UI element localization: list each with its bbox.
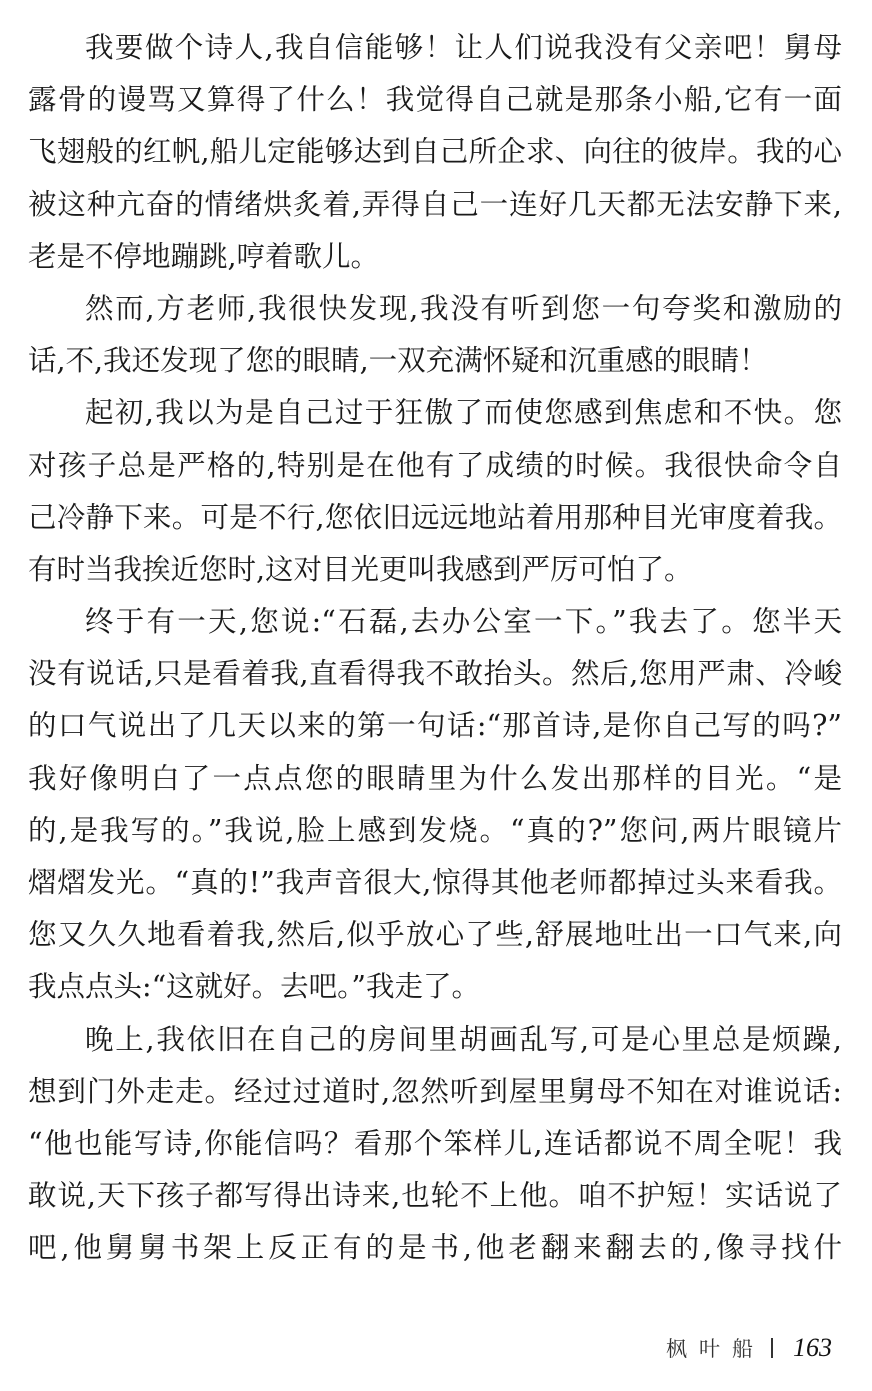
text-line: 没有说话,只是看着我,直看得我不敢抬头。然后,您用严肃、冷峻 xyxy=(28,657,842,691)
text-line: 露骨的谩骂又算得了什么！我觉得自己就是那条小船,它有一面 xyxy=(28,83,842,117)
text-line: 老是不停地蹦跳,哼着歌儿。 xyxy=(28,239,380,273)
text-line: 被这种亢奋的情绪烘炙着,弄得自己一连好几天都无法安静下来, xyxy=(28,187,842,221)
footer-divider xyxy=(771,1338,773,1358)
paragraph xyxy=(28,596,842,1014)
text-line: 的口气说出了几天以来的第一句话:“那首诗,是你自己写的吗?” xyxy=(28,709,842,743)
text-line: 然而,方老师,我很快发现,我没有听到您一句夸奖和激励的 xyxy=(85,291,842,325)
text-line: 有时当我挨近您时,这对目光更叫我感到严厉可怕了。 xyxy=(28,552,693,586)
text-line: 己冷静下来。可是不行,您依旧远远地站着用那种目光审度着我。 xyxy=(28,500,842,534)
text-line: 您又久久地看着我,然后,似乎放心了些,舒展地吐出一口气来,向 xyxy=(28,918,842,952)
text-line: 我点点头:“这就好。去吧。”我走了。 xyxy=(28,970,480,1004)
text-line: 敢说,天下孩子都写得出诗来,也轮不上他。咱不护短！实话说了 xyxy=(28,1179,842,1213)
text-line: 话,不,我还发现了您的眼睛,一双充满怀疑和沉重感的眼睛！ xyxy=(28,344,768,378)
text-line: 我好像明白了一点点您的眼睛里为什么发出那样的目光。“是 xyxy=(28,761,842,795)
paragraph xyxy=(28,22,842,283)
paragraph xyxy=(28,1014,842,1275)
text-line: 起初,我以为是自己过于狂傲了而使您感到焦虑和不快。您 xyxy=(85,396,842,430)
page-footer xyxy=(666,1333,832,1363)
paragraph xyxy=(28,387,842,596)
paragraph xyxy=(28,283,842,387)
text-line: 对孩子总是严格的,特别是在他有了成绩的时候。我很快命令自 xyxy=(28,448,842,482)
text-line: 终于有一天,您说:“石磊,去办公室一下。”我去了。您半天 xyxy=(85,605,842,639)
text-line: 想到门外走走。经过过道时,忽然听到屋里舅母不知在对谁说话: xyxy=(28,1074,842,1108)
page-number: 163 xyxy=(793,1333,832,1362)
text-line: “他也能写诗,你能信吗？看那个笨样儿,连话都说不周全呢！我 xyxy=(28,1126,842,1160)
page-body xyxy=(28,22,842,1275)
text-line: 我要做个诗人,我自信能够！让人们说我没有父亲吧！舅母 xyxy=(85,31,842,64)
text-line: 熠熠发光。“真的!”我声音很大,惊得其他老师都掉过头来看我。 xyxy=(28,866,842,899)
running-title: 枫叶船 xyxy=(666,1337,765,1361)
text-line: 飞翅般的红帆,船儿定能够达到自己所企求、向往的彼岸。我的心 xyxy=(28,135,842,169)
text-line: 的,是我写的。”我说,脸上感到发烧。“真的?”您问,两片眼镜片 xyxy=(28,813,842,847)
text-line: 晚上,我依旧在自己的房间里胡画乱写,可是心里总是烦躁, xyxy=(85,1022,842,1056)
text-line: 吧,他舅舅书架上反正有的是书,他老翻来翻去的,像寻找什 xyxy=(28,1231,842,1265)
